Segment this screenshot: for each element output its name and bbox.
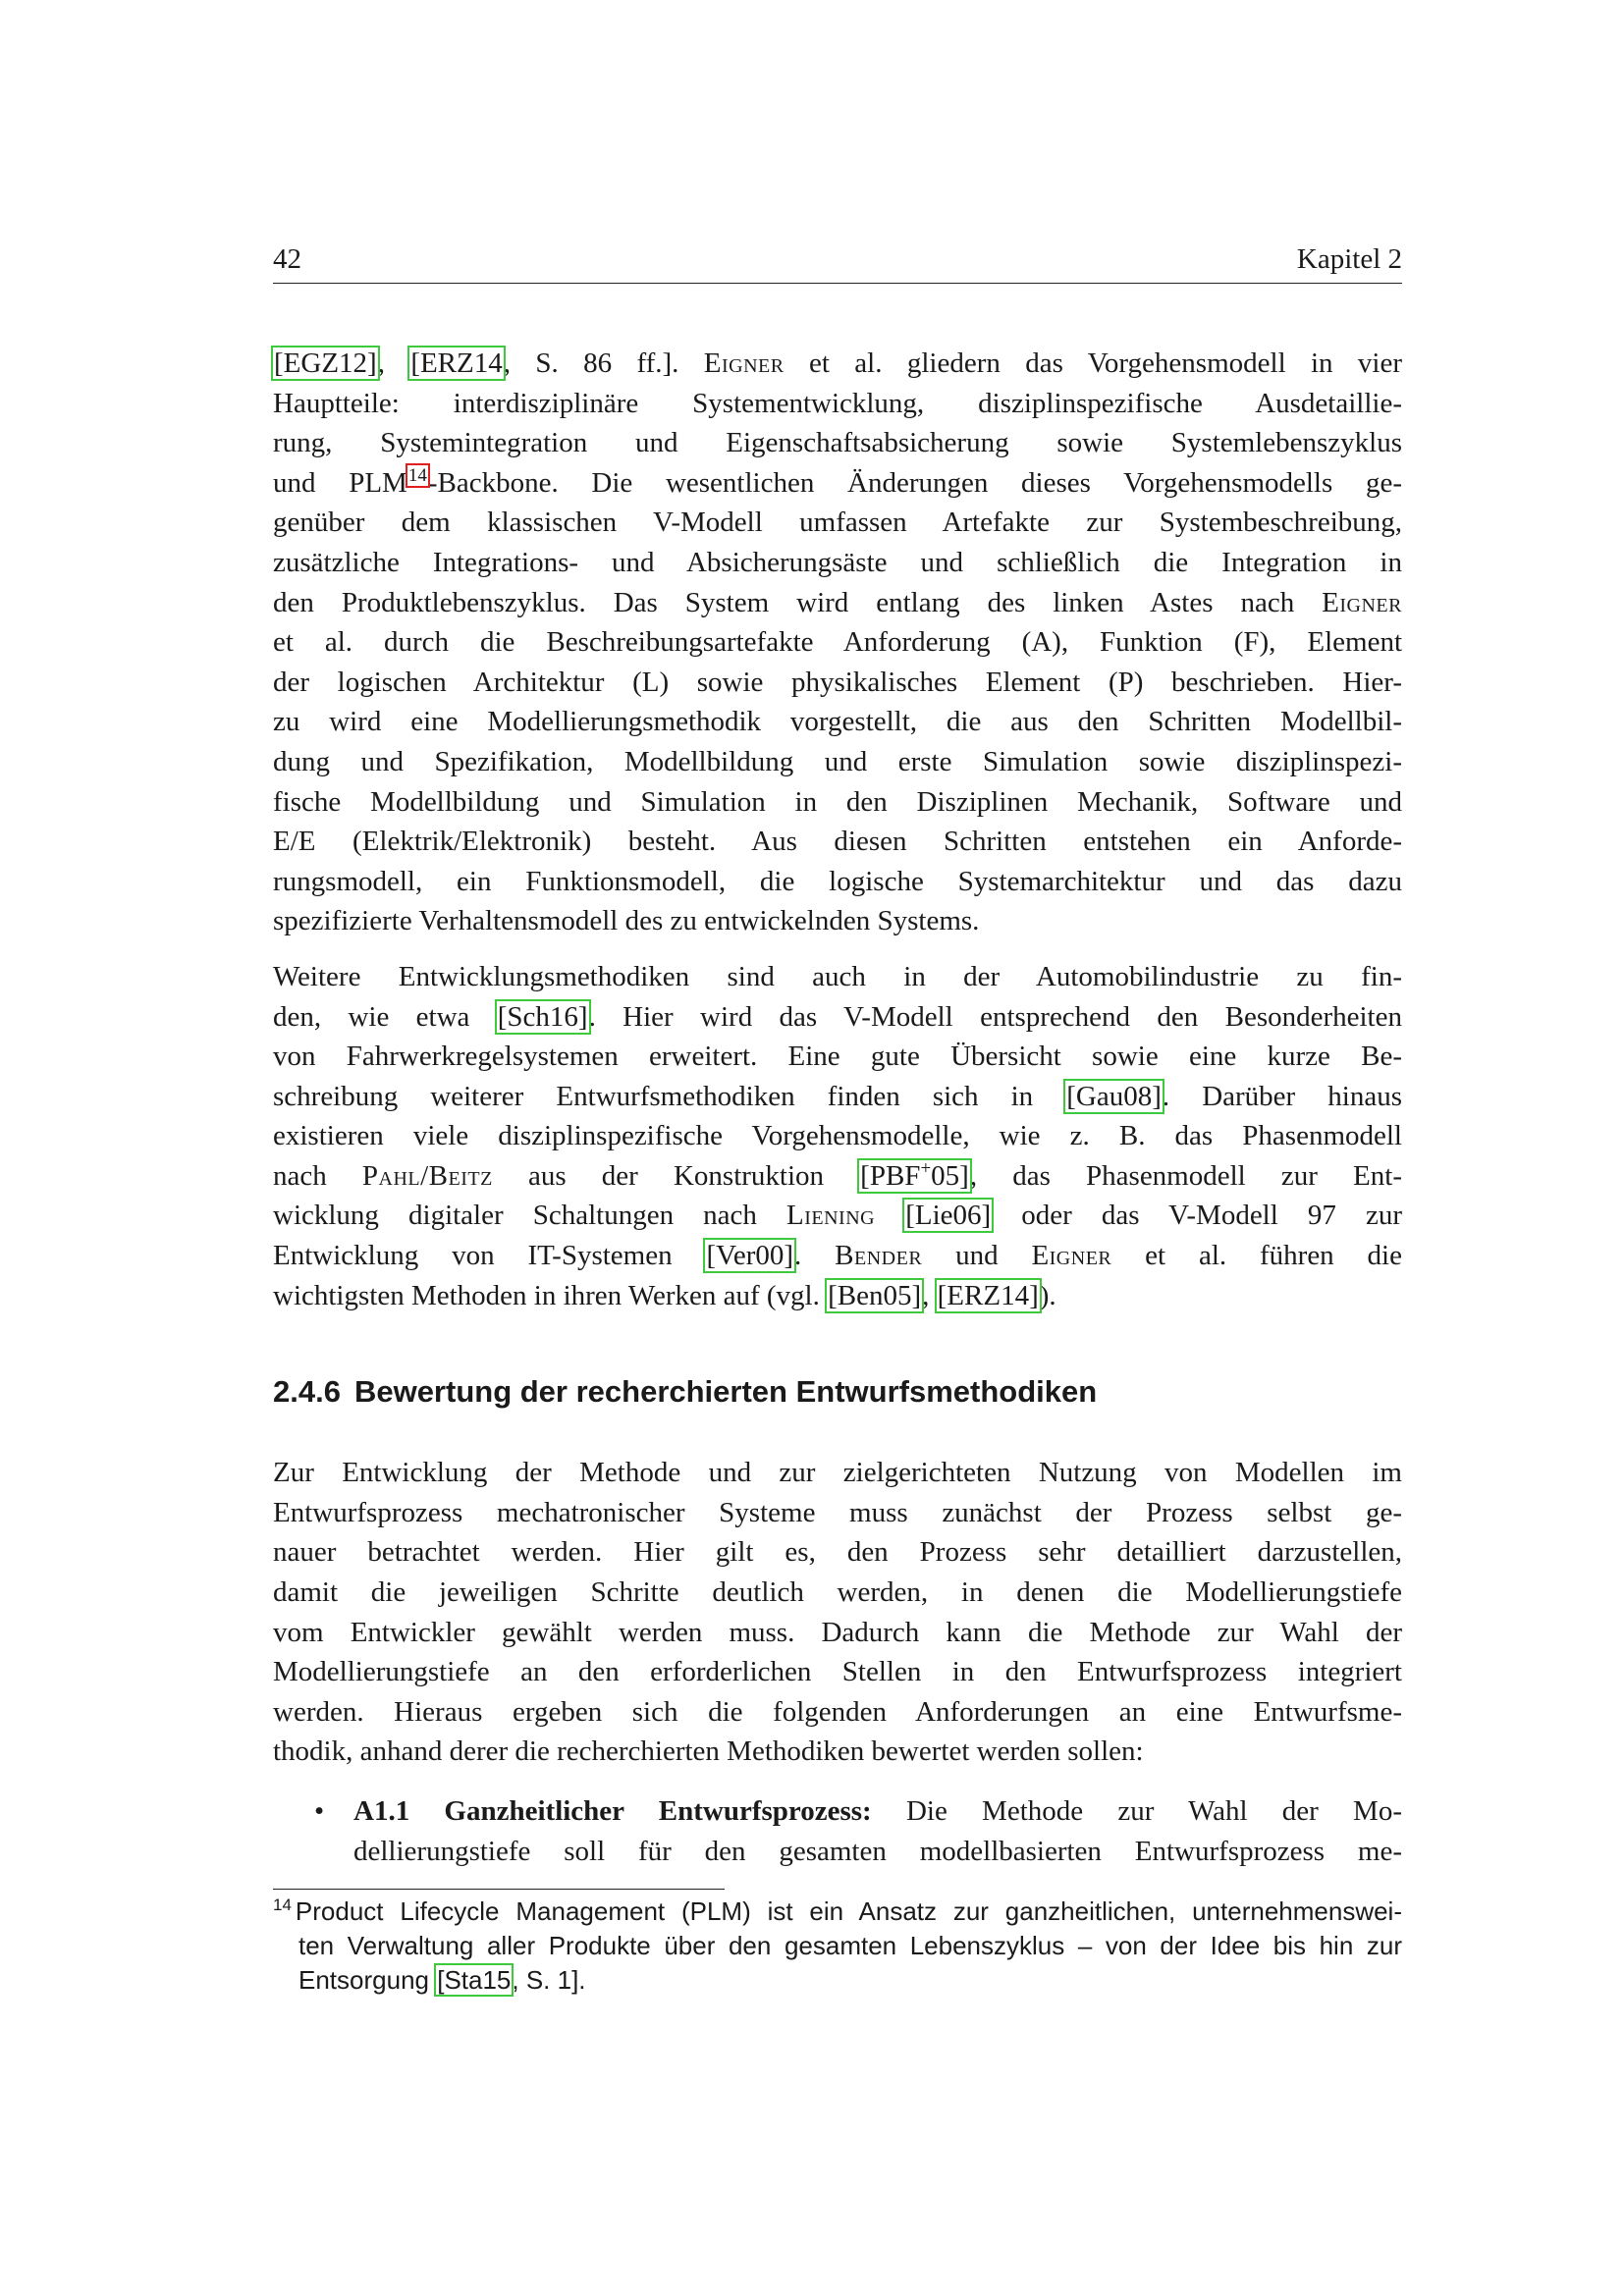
text-line: nauer betrachtet werden. Hier gilt es, den Prozess sehr detailliert darzustellen, [273,1536,1402,1569]
text-run: . Hier wird das V-Modell entsprechend den Besonderheiten [588,1000,1402,1033]
list-item [273,1791,1402,1871]
text-run: , S. 1]. [512,1965,586,1995]
text-run: den Produktlebenszyklus. Das System wird entlang des linken Astes nach [273,586,1323,618]
text-line: thodik, anhand derer die recherchierten Methodiken bewertet werden sollen: [273,1735,1144,1768]
citation-link[interactable]: [Ben05] [828,1279,922,1311]
text-run: wicklung digitaler Schaltungen nach [273,1200,787,1232]
text-line: zusätzliche Integrations- und Absicherungsäste und schließlich die Integration in [273,546,1402,578]
text-line [353,1791,1402,1832]
running-header [273,243,1402,284]
author-name: Liening [786,1200,876,1232]
text-line [273,1156,1402,1197]
text-line: zu wird eine Modellierungsmethodik vorgestellt, die aus den Schritten Modellbil- [273,706,1402,738]
text-line: Hauptteile: interdisziplinäre Systementwicklung, disziplinspezifische Ausdetaillie- [273,387,1402,419]
body-text [273,344,1402,1871]
text-run: oder das V-Modell 97 zur [992,1200,1403,1232]
paragraph-eigner-model [273,344,1402,941]
text-run: aus der Konstruktion [492,1159,860,1192]
text-line: Weitere Entwicklungsmethodiken sind auch in der Automobilindustrie zu fin- [273,960,1402,992]
text-line: ten Verwaltung aller Produkte über den gesamten Lebenszyklus – von der Idee bis hin zur [298,1931,1402,1960]
text-run: , [377,347,410,379]
text-line [273,463,1402,504]
text-run: Entwicklung von IT-Systemen [273,1240,706,1272]
text-run: , das Phasenmodell zur Ent- [969,1159,1402,1192]
citation-link[interactable]: [EGZ12] [274,347,377,379]
text-line [273,1963,1402,1998]
citation-link[interactable] [859,1157,970,1192]
requirements-list [273,1791,1402,1871]
text-line: rungsmodell, ein Funktionsmodell, die logische Systemarchitektur und das dazu [273,865,1402,897]
text-run: et al. führen die [1111,1240,1402,1272]
text-run: nach [273,1159,362,1192]
text-line: werden. Hieraus ergeben sich die folgenden Anforderungen an eine Entwurfsme- [273,1695,1402,1728]
text-run: , [922,1279,937,1311]
text-line: Entwurfsprozess mechatronischer Systeme muss zunächst der Prozess selbst ge- [273,1496,1402,1528]
text-run: und PLM [273,466,407,499]
citation-text: 05] [931,1159,969,1192]
text-line: existieren viele disziplinspezifische Vorgehensmodelle, wie z. B. das Phasenmodell [273,1120,1402,1152]
text-line: spezifizierte Verhaltensmodell des zu entwickelnden Systems. [273,905,980,937]
text-run: et al. gliedern das Vorgehensmodell in vier [784,347,1403,379]
section-heading [273,1372,1402,1412]
citation-link[interactable]: [ERZ14 [410,347,503,379]
text-line [273,997,1402,1038]
text-line [273,344,1402,384]
text-run: den, wie etwa [273,1000,497,1033]
page-number: 42 [273,243,301,275]
text-run: wichtigsten Methoden in ihren Werken auf (vgl. [273,1279,828,1311]
citation-link[interactable]: [ERZ14] [937,1279,1039,1311]
text-run: Die Methode zur Wahl der Mo- [871,1795,1402,1827]
citation-link[interactable]: [Ver00] [706,1240,794,1272]
author-name: Eigner [703,347,785,379]
section-title: Bewertung der recherchierten Entwurfsmethodiken [353,1374,1098,1410]
text-line: damit die jeweiligen Schritte deutlich werden, in denen die Modellierungstiefe [273,1576,1402,1609]
text-line [273,583,1402,623]
citation-link[interactable]: [Sch16] [497,1000,588,1033]
text-line [273,1895,1402,1929]
citation-superscript: + [920,1157,932,1179]
bullet-icon: • [314,1795,325,1827]
text-run: ). [1039,1279,1056,1311]
text-run: , S. 86 ff.]. [503,347,704,379]
text-line: genüber dem klassischen V-Modell umfassen Artefakte zur Systembeschreibung, [273,507,1402,539]
text-run: schreibung weiterer Entwurfsmethodiken finden sich in [273,1080,1066,1112]
text-run: -Backbone. Die wesentlichen Änderungen dieses Vorgehensmodells ge- [427,466,1402,499]
text-line: dellierungstiefe soll für den gesamten modellbasierten Entwurfsprozess me- [353,1835,1402,1867]
text-line [273,1236,1402,1276]
author-name: Eigner [1031,1240,1112,1272]
text-line: dung und Spezifikation, Modellbildung und erste Simulation sowie disziplinspezi- [273,745,1402,777]
text-line: Modellierungstiefe an den erforderlichen Stellen in den Entwurfsprozess integriert [273,1656,1402,1688]
footnote [273,1895,1402,1998]
text-line: vom Entwickler gewählt werden muss. Dadurch kann die Methode zur Wahl der [273,1616,1402,1648]
text-line: et al. durch die Beschreibungsartefakte Anforderung (A), Funktion (F), Element [273,626,1402,659]
chapter-label: Kapitel 2 [1296,243,1402,275]
text-run: . [794,1240,836,1272]
text-line: der logischen Architektur (L) sowie physikalisches Element (P) beschrieben. Hier- [273,666,1402,698]
citation-link[interactable]: [Sta15 [437,1965,512,1995]
citation-link[interactable]: [Lie06] [905,1200,992,1232]
text-run: und [922,1240,1032,1272]
text-run: Entsorgung [298,1965,437,1995]
paragraph-requirements-intro [273,1453,1402,1772]
text-line: von Fahrwerkregelsystemen erweitert. Eine gute Übersicht sowie eine kurze Be- [273,1041,1402,1073]
citation-text: [PBF [860,1159,921,1192]
paragraph-further-methods [273,957,1402,1315]
author-name: Pahl/Beitz [361,1159,493,1192]
text-line [273,1077,1402,1117]
text-line: rung, Systemintegration und Eigenschaftsabsicherung sowie Systemlebenszyklus [273,427,1402,459]
requirement-term: A1.1 Ganzheitlicher Entwurfsprozess: [353,1795,872,1827]
text-line [273,1276,1402,1316]
text-line: fische Modellbildung und Simulation in den Disziplinen Mechanik, Software und [273,785,1402,818]
footnote-ref-link[interactable]: 14 [407,464,427,486]
text-line: E/E (Elektrik/Elektronik) besteht. Aus diesen Schritten entstehen ein Anforde- [273,826,1402,858]
citation-link[interactable]: [Gau08] [1066,1080,1162,1112]
author-name: Bender [835,1240,923,1272]
text-run: Product Lifecycle Management (PLM) ist ein Ansatz zur ganzheitlichen, unternehmenswei- [295,1896,1402,1926]
section-number: 2.4.6 [273,1374,341,1410]
text-run: . Darüber hinaus [1162,1080,1402,1112]
text-line: Zur Entwicklung der Methode und zur zielgerichteten Nutzung von Modellen im [273,1457,1402,1489]
text-line [273,1196,1402,1236]
author-name: Eigner [1322,586,1402,618]
footnote-mark: 14 [273,1896,292,1914]
footnote-divider [273,1889,725,1890]
